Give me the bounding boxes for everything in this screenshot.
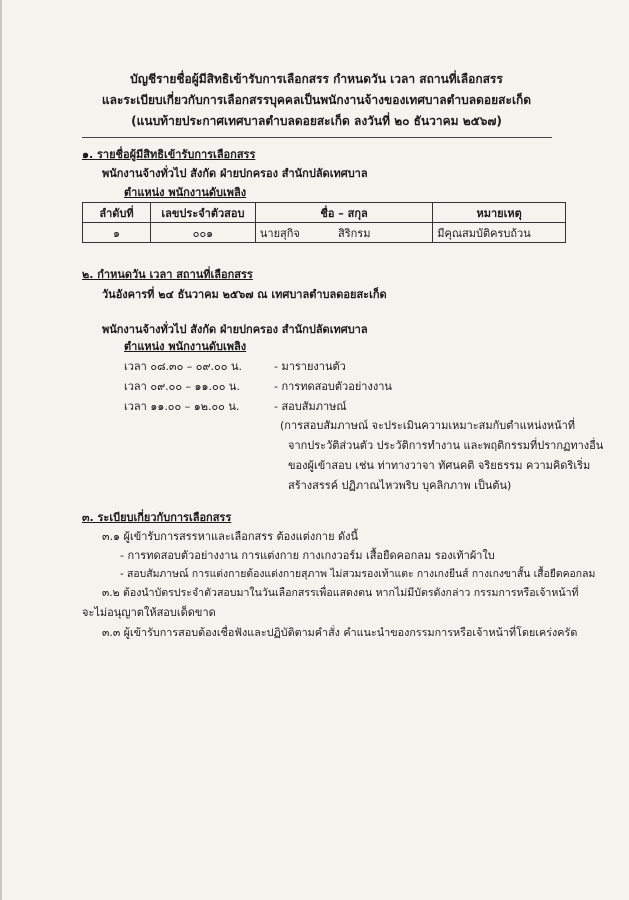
section3-heading: ๓. ระเบียบเกี่ยวกับการเลือกสรร bbox=[82, 511, 232, 524]
section2-subheading: พนักงานจ้างทั่วไป สังกัด ฝ่ายปกครอง สำนักปลัดเทศบาล bbox=[102, 323, 368, 336]
title-line-1: บัญชีรายชื่อผู้มีสิทธิเข้ารับการเลือกสรร กำหนดวัน เวลา สถานที่เลือกสรร bbox=[130, 72, 503, 86]
schedule-time-2: เวลา ๐๙.๐๐ – ๑๑.๐๐ น. bbox=[124, 380, 240, 393]
schedule-time-3: เวลา ๑๑.๐๐ – ๑๒.๐๐ น. bbox=[124, 400, 240, 413]
cell-exam-id: ๐๐๑ bbox=[151, 223, 256, 243]
candidate-table bbox=[82, 202, 566, 243]
interview-note-line-4: สร้างสรรค์ ปฏิภาณไหวพริบ บุคลิกภาพ เป็นต้น) bbox=[288, 479, 512, 492]
title-line-3: (แนบท้ายประกาศเทศบาลตำบลดอยสะเก็ด ลงวันที่ ๒๐ ธันวาคม ๒๕๖๗) bbox=[131, 114, 502, 128]
rule-3-1: ๓.๑ ผู้เข้ารับการสรรหาและเลือกสรร ต้องแต่งกาย ดังนี้ bbox=[102, 530, 359, 543]
cell-first-name: นายสุกิจ bbox=[255, 223, 334, 243]
interview-note-line-2: จากประวัติส่วนตัว ประวัติการทำงาน และพฤติกรรมที่ปรากฏทางอื่น bbox=[288, 439, 604, 452]
interview-note-line-3: ของผู้เข้าสอบ เช่น ท่าทางวาจา ทัศนคติ จริยธรรม ความคิดริเริ่ม bbox=[288, 459, 591, 472]
table-header-row bbox=[83, 203, 566, 223]
rule-3-1-a: - การทดสอบตัวอย่างงาน การแต่งกาย กางเกงวอร์ม เสื้อยืดคอกลม รองเท้าผ้าใบ bbox=[120, 549, 495, 562]
schedule-activity-2: - การทดสอบตัวอย่างงาน bbox=[274, 380, 392, 393]
schedule-activity-3: - สอบสัมภาษณ์ bbox=[274, 400, 347, 413]
rule-3-1-b: - สอบสัมภาษณ์ การแต่งกายต้องแต่งกายสุภาพ ไม่สวมรองเท้าแตะ กางเกงยีนส์ กางเกงขาสั้น เสื้อยืดคอกลม bbox=[120, 568, 596, 580]
title-line-2: และระเบียบเกี่ยวกับการเลือกสรรบุคคลเป็นพนักงานจ้างของเทศบาลตำบลดอยสะเก็ด bbox=[101, 93, 532, 107]
cell-order: ๑ bbox=[83, 223, 151, 243]
rule-3-2-line-1: ๓.๒ ต้องนำบัตรประจำตัวสอบมาในวันเลือกสรรเพื่อแสดงตน หากไม่มีบัตรดังกล่าว กรรมการหรือเจ้าหน้าที่ bbox=[102, 587, 579, 599]
rule-3-2-line-2: จะไม่อนุญาตให้สอบเด็ดขาด bbox=[82, 606, 216, 619]
section1-subheading: พนักงานจ้างทั่วไป สังกัด ฝ่ายปกครอง สำนักปลัดเทศบาล bbox=[102, 167, 368, 180]
interview-note-line-1: (การสอบสัมภาษณ์ จะประเมินความเหมาะสมกับตำแหน่งหน้าที่ bbox=[280, 419, 576, 432]
col-header-remark: หมายเหตุ bbox=[433, 203, 566, 223]
table-row bbox=[83, 223, 566, 243]
col-header-exam-id: เลขประจำตัวสอบ bbox=[151, 203, 256, 223]
section1-position: ตำแหน่ง พนักงานดับเพลิง bbox=[124, 186, 247, 199]
cell-last-name: สิริกรม bbox=[334, 223, 433, 243]
col-header-order: ลำดับที่ bbox=[83, 203, 151, 223]
exam-date-line: วันอังคารที่ ๒๔ ธันวาคม ๒๕๖๗ ณ เทศบาลตำบลดอยสะเก็ด bbox=[102, 288, 387, 301]
section2-position: ตำแหน่ง พนักงานดับเพลิง bbox=[124, 340, 247, 353]
schedule-activity-1: - มารายงานตัว bbox=[274, 360, 346, 373]
section2-heading: ๒. กำหนดวัน เวลา สถานที่เลือกสรร bbox=[82, 268, 253, 281]
schedule-time-1: เวลา ๐๘.๓๐ – ๐๙.๐๐ น. bbox=[124, 360, 242, 373]
section1-heading: ๑. รายชื่อผู้มีสิทธิเข้ารับการเลือกสรร bbox=[82, 148, 256, 161]
col-header-name: ชื่อ – สกุล bbox=[255, 203, 432, 223]
header-divider bbox=[82, 137, 552, 138]
cell-remark: มีคุณสมบัติครบถ้วน bbox=[433, 223, 566, 243]
rule-3-3: ๓.๓ ผู้เข้ารับการสอบต้องเชื่อฟังและปฏิบัติตามคำสั่ง คำแนะนำของกรรมการหรือเจ้าหน้าที่โดยเคร่งครัด bbox=[102, 626, 578, 639]
